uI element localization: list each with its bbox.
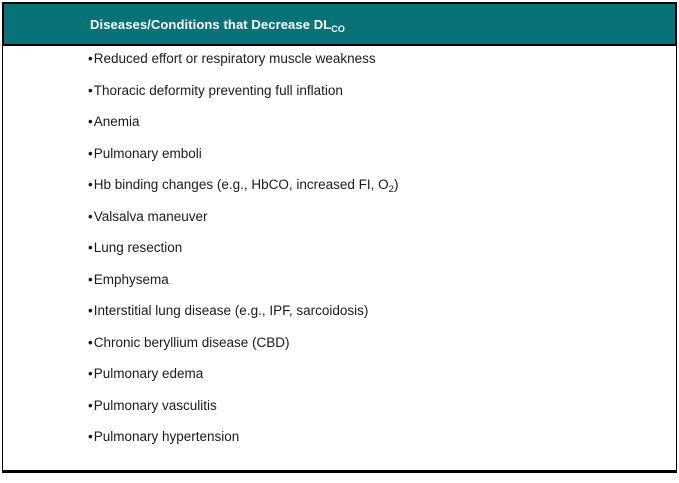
list-group-2 [88, 210, 666, 445]
list-item [88, 147, 666, 161]
list-item-text: Thoracic deformity preventing full inflation [93, 82, 343, 98]
list-item [88, 241, 666, 255]
bullet-icon: • [88, 51, 93, 66]
list-item-text: Pulmonary edema [93, 366, 204, 381]
table-body [2, 46, 677, 473]
list-item-text: Pulmonary hypertension [93, 429, 240, 444]
bullet-icon: • [88, 334, 93, 350]
bullet-icon: • [88, 429, 93, 444]
list-item-text: Emphysema [93, 271, 169, 287]
bullet-icon: • [88, 145, 93, 161]
list-item [88, 210, 666, 224]
list-item [88, 430, 666, 444]
list-item-text: Lung resection [93, 240, 183, 255]
list-group-1 [88, 51, 666, 195]
list-item [88, 367, 666, 381]
list-item-text: Interstitial lung disease (e.g., IPF, sarcoidosis) [93, 303, 369, 318]
table-title [90, 17, 345, 32]
list-item [88, 84, 666, 98]
bullet-icon: • [88, 177, 93, 192]
list-item [88, 52, 666, 66]
list-item-text: Pulmonary emboli [93, 145, 202, 161]
bullet-icon: • [88, 82, 93, 98]
bullet-icon: • [88, 114, 93, 129]
list-item [88, 336, 666, 350]
bullet-icon: • [88, 208, 93, 224]
list-item-text: Reduced effort or respiratory muscle weakness [93, 51, 376, 66]
list-item-subscript: 2 [388, 183, 394, 195]
list-item-text: Hb binding changes (e.g., HbCO, increased FI, O [93, 177, 389, 192]
dlco-table [2, 2, 677, 473]
list-item-text-post: ) [393, 177, 399, 192]
bullet-icon: • [88, 271, 93, 287]
table-title-text: Diseases/Conditions that Decrease DL [90, 16, 332, 32]
list-item-text: Pulmonary vasculitis [93, 397, 217, 413]
table-header [2, 2, 677, 46]
list-item [88, 273, 666, 287]
list-item [88, 115, 666, 129]
bullet-icon: • [88, 397, 93, 413]
list-item-text: Chronic beryllium disease (CBD) [93, 334, 290, 350]
list-item [88, 304, 666, 318]
list-item [88, 399, 666, 413]
bullet-icon: • [88, 366, 93, 381]
list-item-text: Valsalva maneuver [93, 208, 208, 224]
table-title-subscript: CO [331, 23, 345, 34]
bullet-icon: • [88, 303, 93, 318]
list-item [88, 177, 666, 195]
list-item-text: Anemia [93, 114, 140, 129]
bullet-icon: • [88, 240, 93, 255]
